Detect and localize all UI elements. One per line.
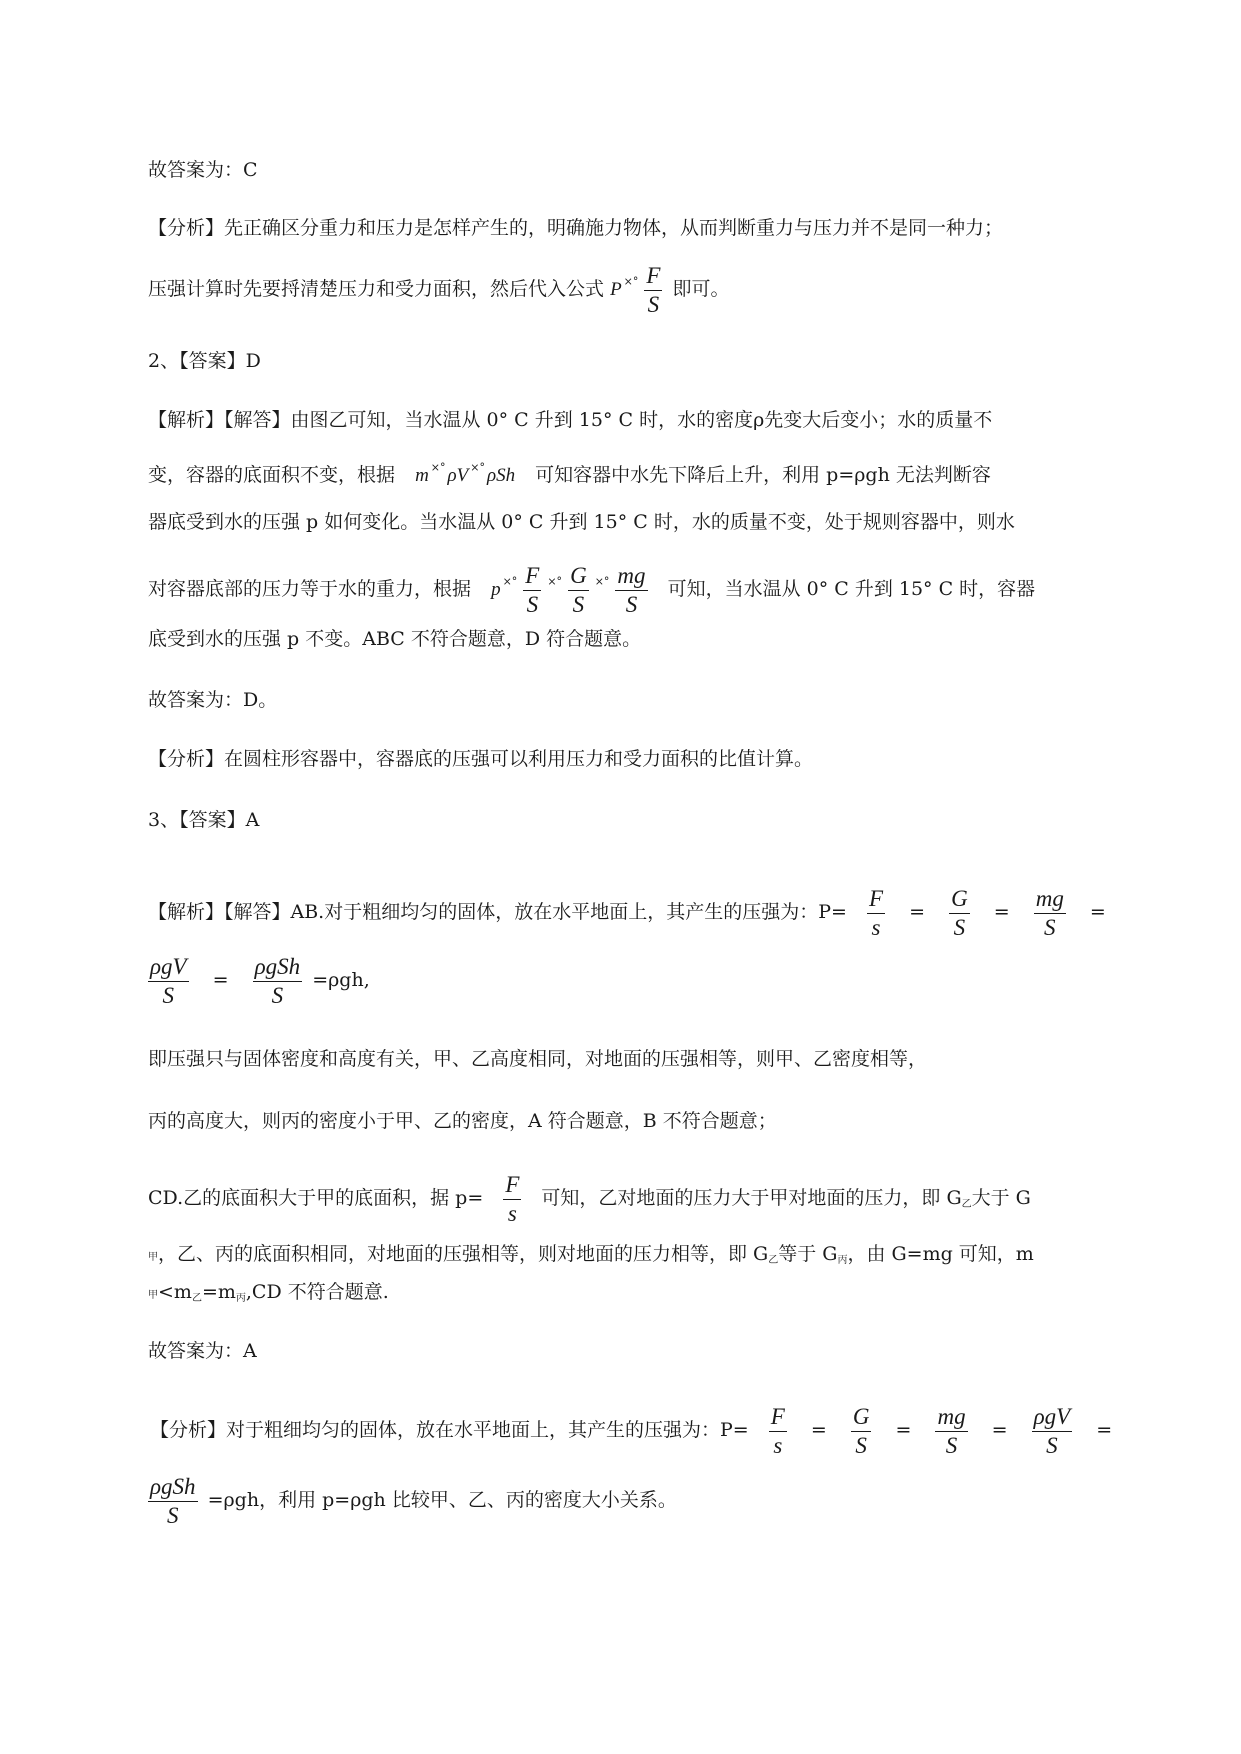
numerator: ρgV bbox=[148, 953, 189, 982]
text: 大于 G bbox=[971, 1187, 1031, 1209]
solution3-line-2 bbox=[148, 948, 370, 1012]
answer-line-2: 故答案为：D。 bbox=[148, 689, 278, 711]
analysis3-line-2 bbox=[148, 1468, 677, 1532]
solution3-line-5 bbox=[148, 1168, 1031, 1235]
solution3-line-3: 即压强只与固体密度和高度有关，甲、乙高度相同，对地面的压强相等，则甲、乙密度相等， bbox=[148, 1048, 928, 1070]
subscript: 乙 bbox=[768, 1255, 779, 1266]
answer-line-3: 故答案为：A bbox=[148, 1340, 257, 1362]
marker: ×° bbox=[547, 575, 563, 588]
math-var: p bbox=[491, 579, 501, 600]
analysis-line-1: 【分析】先正确区分重力和压力是怎样产生的，明确施力物体，从而判断重力与压力并不是同一种力； bbox=[148, 217, 1004, 239]
numerator: F bbox=[523, 562, 541, 591]
equals-sign: = bbox=[993, 901, 1010, 923]
denominator: S bbox=[526, 591, 539, 617]
text: 可知容器中水先下降后上升，利用 p=ρgh 无法判断容 bbox=[535, 464, 991, 486]
solution3-line-7 bbox=[148, 1278, 389, 1313]
denominator: S bbox=[1046, 1432, 1058, 1458]
denominator: s bbox=[507, 1200, 517, 1226]
numerator: F bbox=[503, 1171, 521, 1200]
fraction bbox=[253, 953, 303, 1010]
fraction bbox=[851, 1403, 872, 1460]
numerator: mg bbox=[935, 1403, 967, 1432]
denominator: S bbox=[572, 591, 585, 617]
text: ,CD 不符合题意. bbox=[245, 1281, 389, 1303]
text: 变，容器的底面积不变，根据 bbox=[148, 464, 396, 486]
numerator: F bbox=[644, 262, 662, 291]
analysis3-line-1 bbox=[150, 1398, 1126, 1462]
solution-line-5: 底受到水的压强 p 不变。ABC 不符合题意，D 符合题意。 bbox=[148, 628, 642, 650]
subscript: 甲 bbox=[148, 1290, 158, 1301]
denominator: S bbox=[167, 1502, 179, 1528]
marker: ×° bbox=[430, 461, 446, 474]
denominator: S bbox=[271, 982, 284, 1008]
denominator: S bbox=[855, 1432, 867, 1458]
numerator: mg bbox=[1034, 885, 1066, 914]
denominator: S bbox=[625, 591, 638, 617]
fraction bbox=[1032, 1403, 1073, 1460]
numerator: ρgV bbox=[1032, 1403, 1073, 1432]
solution-line-1: 【解析】【解答】由图乙可知，当水温从 0° C 升到 15° C 时，水的密度ρ先变大后变小；水的质量不 bbox=[148, 409, 993, 431]
solution3-line-1 bbox=[148, 880, 1120, 944]
fraction bbox=[867, 885, 885, 942]
answer-heading-2: 2、【答案】D bbox=[148, 350, 261, 372]
fraction bbox=[615, 562, 647, 619]
solution3-line-4: 丙的高度大，则丙的密度小于甲、乙的密度，A 符合题意，B 不符合题意； bbox=[148, 1110, 777, 1132]
fraction bbox=[523, 562, 541, 619]
denominator: S bbox=[647, 291, 660, 317]
fraction bbox=[935, 1403, 967, 1460]
text: CD.乙的底面积大于甲的底面积，据 p= bbox=[148, 1187, 484, 1209]
solution3-line-6 bbox=[148, 1240, 1034, 1275]
text: 【分析】对于粗细均匀的固体，放在水平地面上，其产生的压强为：P= bbox=[150, 1419, 749, 1441]
numerator: G bbox=[568, 562, 589, 591]
numerator: F bbox=[769, 1403, 787, 1432]
math-var: ρV bbox=[447, 465, 469, 486]
analysis-line-3: 【分析】在圆柱形容器中，容器底的压强可以利用压力和受力面积的比值计算。 bbox=[148, 748, 814, 770]
solution-line-2 bbox=[148, 454, 991, 490]
text: ，乙、丙的底面积相同，对地面的压强相等，则对地面的压力相等，即 G bbox=[158, 1243, 769, 1265]
denominator: S bbox=[945, 1432, 958, 1458]
equals-sign: = bbox=[810, 1419, 827, 1441]
text: =ρgh，利用 p=ρgh 比较甲、乙、丙的密度大小关系。 bbox=[207, 1489, 677, 1511]
text: =m bbox=[201, 1281, 236, 1303]
denominator: S bbox=[162, 982, 175, 1008]
analysis-line-2 bbox=[148, 252, 730, 320]
numerator: ρgSh bbox=[253, 953, 303, 982]
fraction bbox=[148, 1473, 198, 1530]
denominator: S bbox=[953, 914, 966, 940]
text: 压强计算时先要捋清楚压力和受力面积，然后代入公式 bbox=[148, 278, 605, 300]
equals-sign: = bbox=[991, 1419, 1008, 1441]
text: =ρgh, bbox=[312, 969, 370, 991]
math-var: P bbox=[610, 279, 622, 300]
text: <m bbox=[158, 1281, 192, 1303]
text: ，由 G=mg 可知，m bbox=[847, 1243, 1034, 1265]
subscript: 丙 bbox=[235, 1293, 246, 1304]
fraction bbox=[769, 1403, 787, 1460]
numerator: G bbox=[949, 885, 970, 914]
text: 即可。 bbox=[672, 278, 730, 300]
text: 等于 G bbox=[778, 1243, 838, 1265]
marker: ×° bbox=[594, 575, 610, 588]
solution-line-3: 器底受到水的压强 p 如何变化。当水温从 0° C 升到 15° C 时，水的质量不变，处于规则容器中，则水 bbox=[148, 511, 1015, 533]
fraction bbox=[503, 1171, 521, 1228]
denominator: s bbox=[871, 914, 881, 940]
math-var: ρSh bbox=[486, 465, 516, 486]
subscript: 乙 bbox=[961, 1199, 972, 1210]
equals-sign: = bbox=[212, 969, 229, 991]
marker: ×° bbox=[502, 575, 518, 588]
text: 可知，当水温从 0° C 升到 15° C 时，容器 bbox=[667, 578, 1036, 600]
marker: ×° bbox=[470, 461, 485, 474]
equals-sign: = bbox=[1089, 901, 1106, 923]
fraction bbox=[148, 953, 189, 1010]
equals-sign: = bbox=[895, 1419, 912, 1441]
denominator: s bbox=[773, 1432, 783, 1458]
subscript: 乙 bbox=[191, 1293, 202, 1304]
numerator: mg bbox=[615, 562, 647, 591]
fraction bbox=[644, 262, 662, 319]
numerator: G bbox=[851, 1403, 872, 1432]
equals-sign: = bbox=[1096, 1419, 1113, 1441]
subscript: 丙 bbox=[837, 1255, 848, 1266]
fraction bbox=[1034, 885, 1066, 942]
text: 对容器底部的压力等于水的重力，根据 bbox=[148, 578, 472, 600]
fraction bbox=[568, 562, 589, 619]
denominator: S bbox=[1044, 914, 1056, 940]
text: 可知，乙对地面的压力大于甲对地面的压力，即 G bbox=[541, 1187, 962, 1209]
answer-heading-3: 3、【答案】A bbox=[148, 809, 260, 831]
equals-sign: = bbox=[909, 901, 926, 923]
subscript: 甲 bbox=[148, 1252, 158, 1263]
answer-line-1: 故答案为：C bbox=[148, 159, 258, 181]
numerator: F bbox=[867, 885, 885, 914]
marker: ×° bbox=[623, 275, 639, 288]
math-var: m bbox=[415, 465, 429, 486]
numerator: ρgSh bbox=[148, 1473, 198, 1502]
text: 【解析】【解答】AB.对于粗细均匀的固体，放在水平地面上，其产生的压强为：P= bbox=[148, 901, 847, 923]
fraction bbox=[949, 885, 970, 942]
solution-line-4 bbox=[148, 552, 1035, 620]
